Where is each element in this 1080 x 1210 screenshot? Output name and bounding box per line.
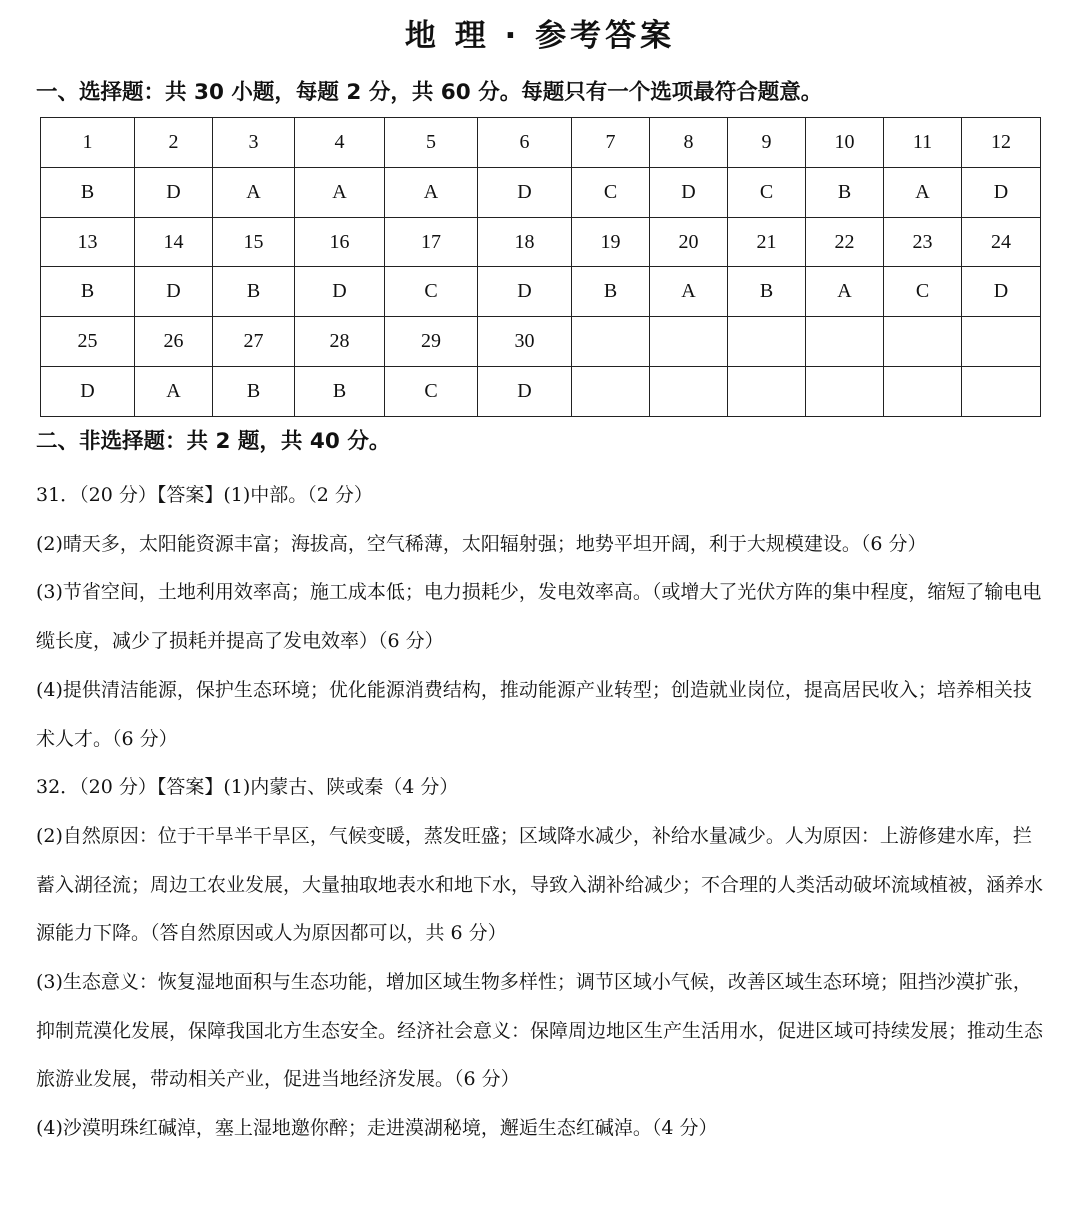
- answer-cell: A: [650, 267, 728, 317]
- answer-cell: D: [478, 167, 572, 217]
- answer-cell: B: [41, 167, 135, 217]
- answer-cell: D: [962, 267, 1041, 317]
- answer-cell: B: [728, 267, 806, 317]
- answer-cell: D: [135, 167, 213, 217]
- question-number-cell: 11: [884, 118, 962, 168]
- question-number-cell: 3: [213, 118, 295, 168]
- answer-cell: A: [385, 167, 478, 217]
- answer-cell: [572, 367, 650, 417]
- question-number-cell: 5: [385, 118, 478, 168]
- answer-cell: B: [295, 367, 385, 417]
- answer-cell: [962, 367, 1041, 417]
- answer-cell: D: [135, 267, 213, 317]
- answer-cell: D: [478, 267, 572, 317]
- answer-line: (3)生态意义：恢复湿地面积与生态功能，增加区域生物多样性；调节区域小气候，改善区域生态环境；阻挡沙漠扩张，抑制荒漠化发展，保障我国北方生态安全。经济社会意义：保障周边地区生产生活用水，促进区域可持续发展；推动生态旅游业发展，带动相关产业，促进当地经济发展。（6 分）: [36, 971, 1044, 1091]
- question-number-cell: 13: [41, 217, 135, 267]
- answer-cell: [884, 367, 962, 417]
- question-number-cell: [728, 317, 806, 367]
- question-number-cell: 15: [213, 217, 295, 267]
- question-number-cell: [806, 317, 884, 367]
- question-number-cell: 29: [385, 317, 478, 367]
- answer-cell: C: [884, 267, 962, 317]
- answer-line: (2)晴天多，太阳能资源丰富；海拔高，空气稀薄，太阳辐射强；地势平坦开阔，利于大规模建设。（6 分）: [36, 532, 927, 555]
- question-number-cell: 8: [650, 118, 728, 168]
- answer-table: [40, 117, 1041, 417]
- answer-cell: D: [295, 267, 385, 317]
- question-number-cell: 27: [213, 317, 295, 367]
- answer-cell: A: [806, 267, 884, 317]
- question-number-cell: 4: [295, 118, 385, 168]
- answer-cell: D: [650, 167, 728, 217]
- answer-cell: B: [213, 367, 295, 417]
- answer-cell: D: [962, 167, 1041, 217]
- question-number-cell: 26: [135, 317, 213, 367]
- answer-cell: B: [41, 267, 135, 317]
- question-number-cell: 9: [728, 118, 806, 168]
- question-number-cell: 21: [728, 217, 806, 267]
- answer-cell: A: [295, 167, 385, 217]
- answer-cell: [650, 367, 728, 417]
- question-number-cell: 30: [478, 317, 572, 367]
- question-number-cell: [962, 317, 1041, 367]
- answer-row: [41, 367, 1041, 417]
- question-number-cell: 10: [806, 118, 884, 168]
- answer-line: 31．（20 分）【答案】(1)中部。（2 分）: [36, 484, 373, 506]
- answer-cell: C: [385, 367, 478, 417]
- answer-cell: C: [572, 167, 650, 217]
- answer-cell: B: [213, 267, 295, 317]
- answer-row: [41, 267, 1041, 317]
- question-number-cell: 22: [806, 217, 884, 267]
- answers-body: [36, 471, 1046, 1153]
- answer-cell: [806, 367, 884, 417]
- question-number-row: [41, 118, 1041, 168]
- question-number-cell: 19: [572, 217, 650, 267]
- question-number-cell: [650, 317, 728, 367]
- question-number-cell: [884, 317, 962, 367]
- question-number-cell: 18: [478, 217, 572, 267]
- answer-line: 32．（20 分）【答案】(1)内蒙古、陕或秦（4 分）: [36, 776, 459, 799]
- question-number-row: [41, 317, 1041, 367]
- answer-row: [41, 167, 1041, 217]
- answer-cell: A: [884, 167, 962, 217]
- answer-cell: D: [478, 367, 572, 417]
- section-heading-nonchoice: 二、非选择题：共 2 题，共 40 分。: [36, 429, 391, 454]
- answer-cell: A: [135, 367, 213, 417]
- question-number-cell: 25: [41, 317, 135, 367]
- question-number-cell: 14: [135, 217, 213, 267]
- question-number-cell: [572, 317, 650, 367]
- answer-cell: A: [213, 167, 295, 217]
- question-number-cell: 23: [884, 217, 962, 267]
- question-number-cell: 16: [295, 217, 385, 267]
- answer-cell: B: [572, 267, 650, 317]
- answer-line: (2)自然原因：位于干旱半干旱区，气候变暖，蒸发旺盛；区域降水减少，补给水量减少。人为原因：上游修建水库，拦蓄入湖径流；周边工农业发展，大量抽取地表水和地下水，导致入湖补给减少；不合理的人类活动破坏流域植被，涵养水源能力下降。（答自然原因或人为原因都可以，共 6 分）: [36, 824, 1044, 945]
- question-number-cell: 12: [962, 118, 1041, 168]
- section-heading-choice: 一、选择题：共 30 小题，每题 2 分，共 60 分。每题只有一个选项最符合题意。: [36, 80, 823, 105]
- answer-line: (4)沙漠明珠红碱淖，塞上湿地邀你醉；走进漠湖秘境，邂逅生态红碱淖。（4 分）: [36, 1117, 718, 1140]
- question-number-cell: 28: [295, 317, 385, 367]
- answer-line: (3)节省空间，土地利用效率高；施工成本低；电力损耗少，发电效率高。（或增大了光伏方阵的集中程度，缩短了输电电缆长度，减少了损耗并提高了发电效率）（6 分）: [36, 581, 1042, 653]
- answer-line: (4)提供清洁能源，保护生态环境；优化能源消费结构，推动能源产业转型；创造就业岗位，提高居民收入；培养相关技术人才。（6 分）: [36, 678, 1032, 750]
- question-number-cell: 6: [478, 118, 572, 168]
- answer-cell: C: [385, 267, 478, 317]
- question-number-cell: 7: [572, 118, 650, 168]
- question-number-cell: 20: [650, 217, 728, 267]
- question-number-cell: 1: [41, 118, 135, 168]
- answer-cell: [728, 367, 806, 417]
- question-number-row: [41, 217, 1041, 267]
- question-number-cell: 24: [962, 217, 1041, 267]
- page-title: 地 理 · 参考答案: [404, 18, 676, 54]
- answer-cell: B: [806, 167, 884, 217]
- question-number-cell: 17: [385, 217, 478, 267]
- question-number-cell: 2: [135, 118, 213, 168]
- answer-cell: C: [728, 167, 806, 217]
- answer-cell: D: [41, 367, 135, 417]
